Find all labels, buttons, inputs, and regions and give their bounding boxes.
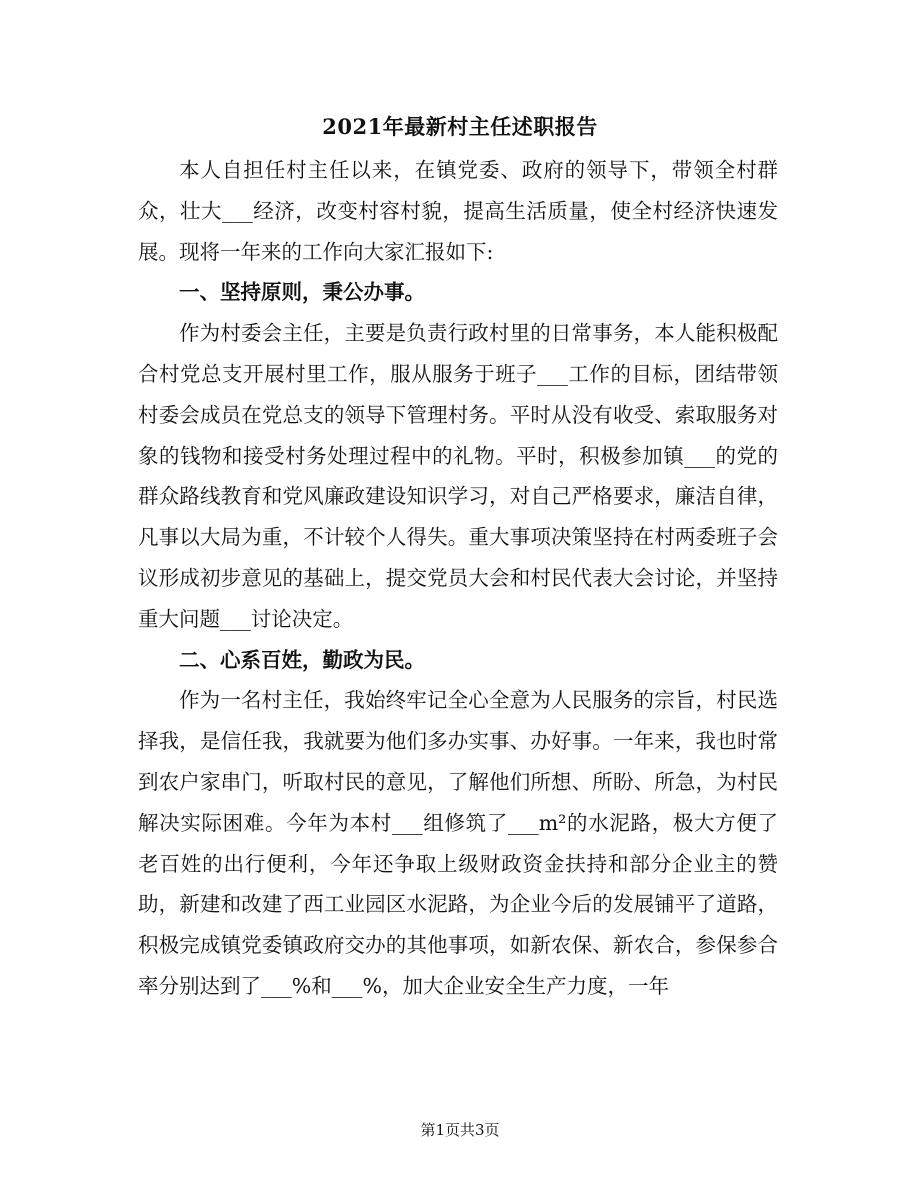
section-heading-1: 一、坚持原则，秉公办事。 <box>179 280 425 305</box>
page-number: 第1页共3页 <box>420 1121 500 1139</box>
paragraph-section-1: 作为村委会主任，主要是负责行政村里的日常事务，本人能积极配合村党总支开展村里工作，服从服务于班子___工作的目标，团结带领村委会成员在党总支的领导下管理村务。平时从没有收受、索取服务对象的钱物和接受村务处理过程中的礼物。平时，积极参加镇___的党的群众路线教育和党风廉政建设知识学习，对自己严格要求，廉洁自律，凡事以大局为重，不计较个人得失。重大事项决策坚持在村两委班子会议形成初步意见的基础上，提交党员大会和村民代表大会讨论，并坚持重大问题___讨论决定。 <box>138 321 778 631</box>
paragraph-section-2: 作为一名村主任，我始终牢记全心全意为人民服务的宗旨，村民选择我，是信任我，我就要为他们多办实事、办好事。一年来，我也时常到农户家串门，听取村民的意见，了解他们所想、所盼、所急，为村民解决实际困难。今年为本村___组修筑了___m²的水泥路，极大方便了老百姓的出行便利，今年还争取上级财政资金扶持和部分企业主的赞助，新建和改建了西工业园区水泥路，为企业今后的发展铺平了道路，积极完成镇党委镇政府交办的其他事项，如新农保、新农合，参保参合率分别达到了___%和___%，加大企业安全生产力度，一年 <box>138 688 778 998</box>
document-body <box>138 150 778 1007</box>
paragraph-intro: 本人自担任村主任以来，在镇党委、政府的领导下，带领全村群众，壮大___经济，改变村容村貌，提高生活质量，使全村经济快速发展。现将一年来的工作向大家汇报如下: <box>138 158 778 264</box>
section-heading-2: 二、心系百姓，勤政为民。 <box>179 647 425 672</box>
document-title: 2021年最新村主任述职报告 <box>322 114 598 139</box>
